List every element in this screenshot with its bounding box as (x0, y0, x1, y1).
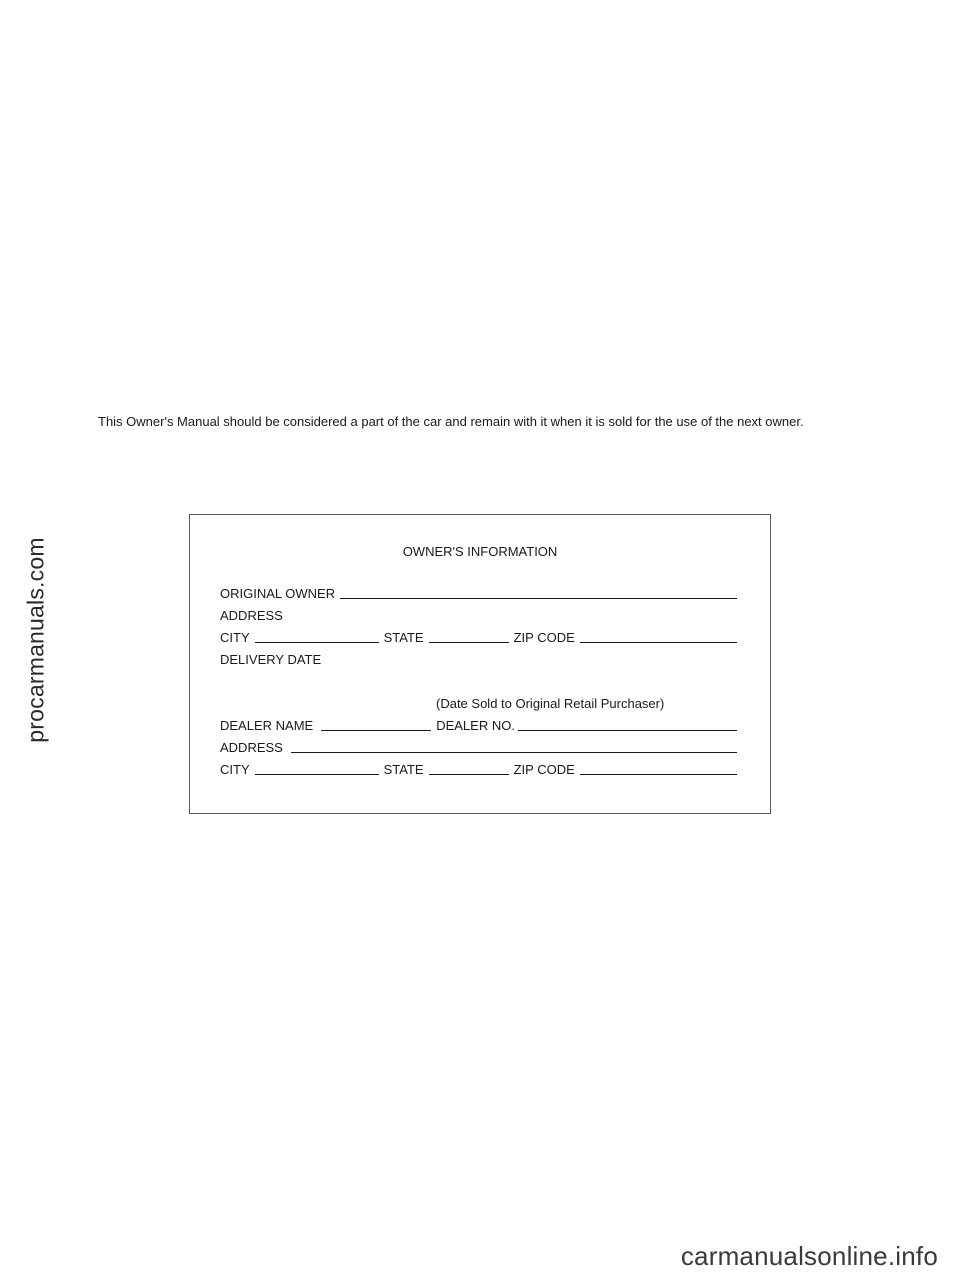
dealer-zip-field[interactable] (580, 774, 737, 775)
dealer-name-row (220, 718, 737, 734)
watermark-bottom: carmanualsonline.info (680, 1241, 938, 1271)
dealer-city-label: CITY (220, 762, 250, 777)
manual-notice: This Owner's Manual should be considered a part of the car and remain with it when it is sold for the use of the next owner. (98, 414, 804, 429)
original-owner-field[interactable] (340, 598, 737, 599)
owner-address-label: ADDRESS (220, 608, 283, 623)
dealer-city-row (220, 762, 737, 778)
dealer-no-label: DEALER NO. (436, 718, 515, 733)
original-owner-label: ORIGINAL OWNER (220, 586, 336, 601)
dealer-address-label: ADDRESS (220, 740, 283, 755)
owner-city-field[interactable] (255, 642, 379, 643)
delivery-date-label: DELIVERY DATE (220, 652, 322, 667)
owner-state-label: STATE (383, 630, 424, 645)
card-title: OWNER'S INFORMATION (402, 544, 558, 559)
owner-zip-field[interactable] (580, 642, 737, 643)
owner-city-row (220, 630, 737, 646)
dealer-state-field[interactable] (429, 774, 509, 775)
dealer-no-field[interactable] (518, 730, 737, 731)
owners-information-card (189, 514, 771, 814)
dealer-name-label: DEALER NAME (220, 718, 314, 733)
dealer-name-field[interactable] (321, 730, 431, 731)
dealer-zip-label: ZIP CODE (513, 762, 575, 777)
dealer-state-label: STATE (383, 762, 424, 777)
owner-state-field[interactable] (429, 642, 509, 643)
owner-city-label: CITY (220, 630, 250, 645)
dealer-city-field[interactable] (255, 774, 379, 775)
watermark-side: procarmanuals.com (22, 537, 49, 743)
owner-address-row (220, 608, 737, 624)
dealer-address-row (220, 740, 737, 756)
owner-zip-label: ZIP CODE (513, 630, 575, 645)
original-owner-row (220, 586, 737, 602)
delivery-date-row (220, 652, 737, 668)
dealer-address-field[interactable] (291, 752, 737, 753)
delivery-date-note: (Date Sold to Original Retail Purchaser) (436, 696, 665, 711)
